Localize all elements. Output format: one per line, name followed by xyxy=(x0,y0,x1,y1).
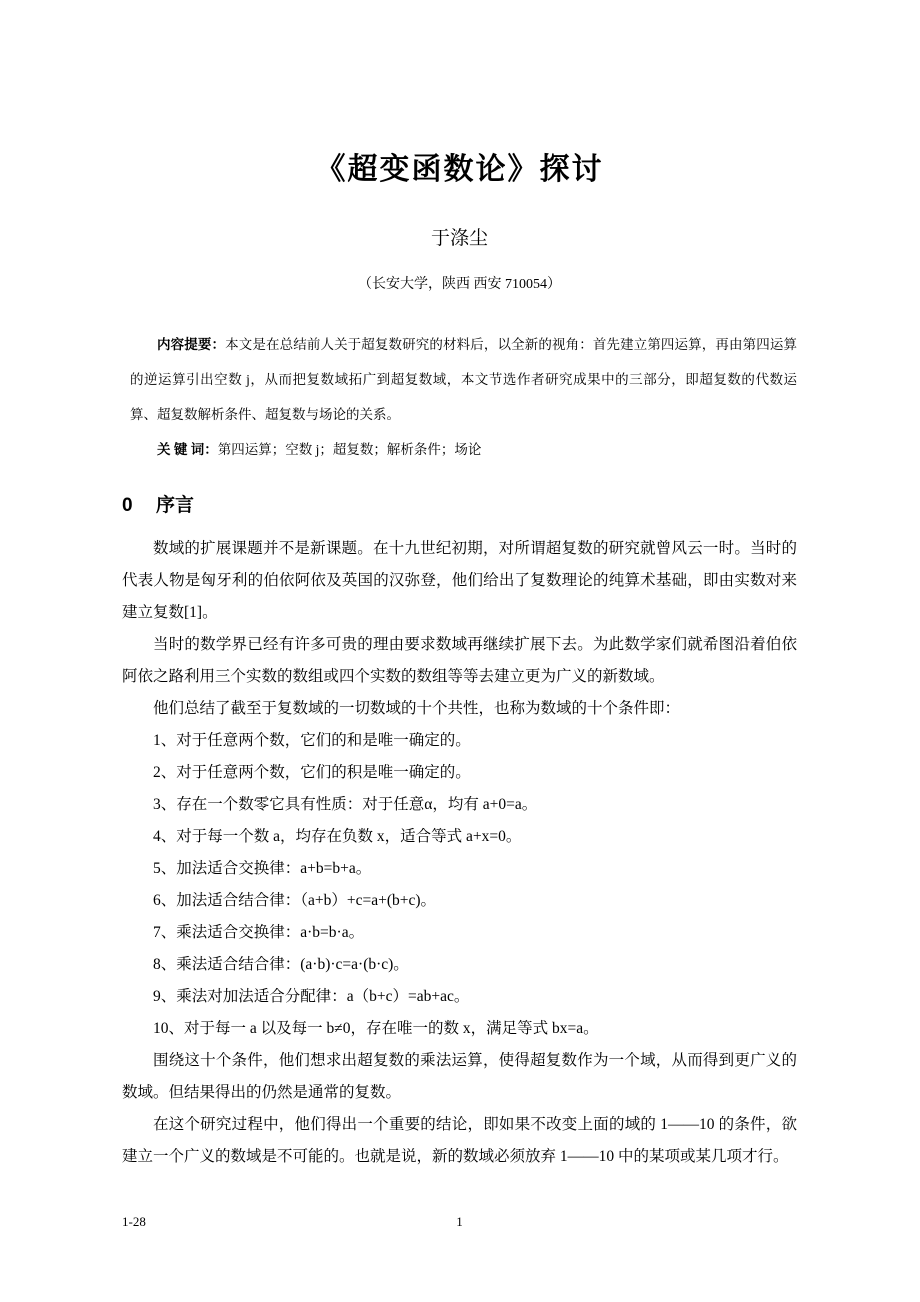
list-item: 8、乘法适合结合律：(a·b)·c=a·(b·c)。 xyxy=(153,956,409,973)
list-item: 6、加法适合结合律：（a+b）+c=a+(b+c)。 xyxy=(153,892,437,909)
list-item: 10、对于每一 a 以及每一 b≠0，存在唯一的数 x，满足等式 bx=a。 xyxy=(153,1020,599,1037)
list-item: 2、对于任意两个数，它们的积是唯一确定的。 xyxy=(153,764,471,781)
abstract-paragraph xyxy=(130,327,797,432)
section-number: 0 xyxy=(122,495,133,516)
page-title: 《超变函数论》探讨 xyxy=(315,153,604,186)
list-item: 1、对于任意两个数，它们的和是唯一确定的。 xyxy=(153,732,471,749)
page-number: 1 xyxy=(456,1214,463,1229)
keywords-text: 第四运算；空数 j；超复数；解析条件；场论 xyxy=(217,442,482,457)
list-item: 7、乘法适合交换律：a·b=b·a。 xyxy=(153,924,365,941)
paragraph: 数域的扩展课题并不是新课题。在十九世纪初期，对所谓超复数的研究就曾风云一时。当时的代表人物是匈牙利的伯依阿依及英国的汉弥登，他们给出了复数理论的纯算术基础，即由实数对来建立复数[1]。 xyxy=(122,540,797,621)
keywords-paragraph xyxy=(130,432,797,467)
abstract-text: 本文是在总结前人关于超复数研究的材料后，以全新的视角：首先建立第四运算，再由第四运算的逆运算引出空数 j，从而把复数域拓广到超复数域，本文节选作者研究成果中的三部分，即超复数的代数运算、超复数解析条件、超复数与场论的关系。 xyxy=(130,337,798,422)
page-footer xyxy=(122,1214,797,1230)
list-item: 3、存在一个数零它具有性质：对于任意α，均有 a+0=a。 xyxy=(153,796,538,813)
list-item: 5、加法适合交换律：a+b=b+a。 xyxy=(153,860,372,877)
author-name: 于涤尘 xyxy=(430,228,488,249)
footer-note: 1-28 xyxy=(122,1214,146,1229)
list-item: 9、乘法对加法适合分配律：a（b+c）=ab+ac。 xyxy=(153,988,470,1005)
section-heading xyxy=(122,493,797,519)
paragraph: 在这个研究过程中，他们得出一个重要的结论，即如果不改变上面的域的 1——10 的条件，欲建立一个广义的数域是不可能的。也就是说，新的数域必须放弃 1——10 中的某项或某几项才行。 xyxy=(122,1116,797,1165)
abstract-block xyxy=(130,327,797,467)
keywords-label: 关 键 词： xyxy=(157,442,218,457)
body-text xyxy=(122,533,797,1173)
list-item: 4、对于每一个数 a，均存在负数 x，适合等式 a+x=0。 xyxy=(153,828,522,845)
paragraph: 当时的数学界已经有许多可贵的理由要求数域再继续扩展下去。为此数学家们就希图沿着伯依阿依之路利用三个实数的数组或四个实数的数组等等去建立更为广义的新数域。 xyxy=(122,636,797,685)
paragraph: 围绕这十个条件，他们想求出超复数的乘法运算，使得超复数作为一个域，从而得到更广义的数域。但结果得出的仍然是通常的复数。 xyxy=(122,1052,797,1101)
paragraph: 他们总结了截至于复数域的一切数域的十个共性，也称为数域的十个条件即： xyxy=(153,700,681,717)
abstract-label: 内容提要： xyxy=(157,337,226,352)
author-affiliation: （长安大学，陕西 西安 710054） xyxy=(358,277,561,292)
section-title: 序言 xyxy=(156,495,195,516)
